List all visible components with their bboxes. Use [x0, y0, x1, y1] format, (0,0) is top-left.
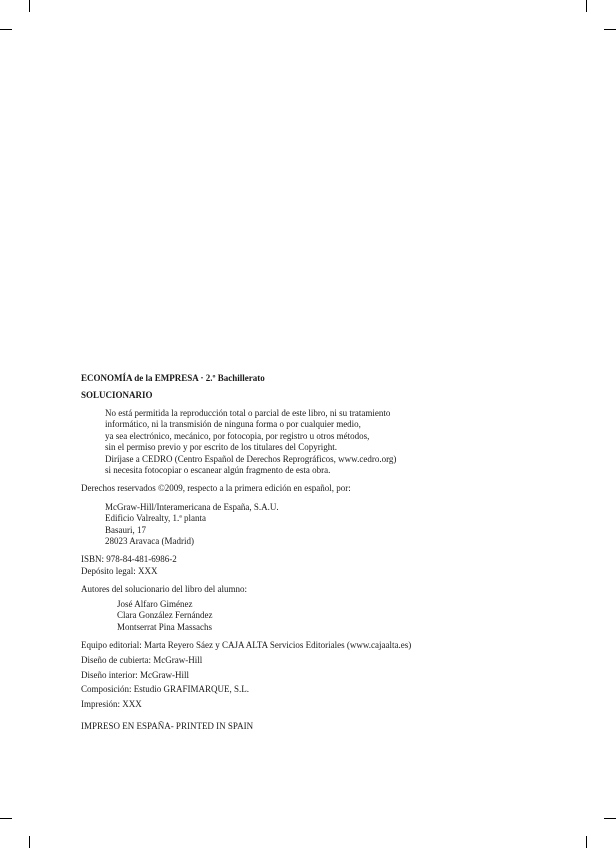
authors-heading: Autores del solucionario del libro del alumno: — [81, 584, 247, 595]
copyright-page — [81, 372, 561, 732]
crop-mark-bottom-left — [29, 836, 30, 848]
book-title: ECONOMÍA de la EMPRESA · 2.º Bachillerato — [81, 373, 265, 383]
crop-mark-right-top — [604, 29, 616, 30]
address-line: Edificio Valrealty, 1.ª planta — [105, 513, 206, 524]
crop-mark-top-left — [29, 0, 30, 12]
isbn-block — [81, 554, 561, 577]
crop-mark-left-bottom — [0, 818, 12, 819]
publisher-address — [105, 502, 561, 548]
legal-notice-line: No está permitida la reproducción total o parcial de este libro, ni su tratamiento — [105, 408, 391, 418]
book-subtitle: SOLUCIONARIO — [81, 390, 153, 400]
rights-reserved: Derechos reservados ©2009, respecto a la primera edición en español, por: — [81, 483, 351, 494]
credit-line: Diseño de cubierta: McGraw-Hill — [81, 654, 203, 665]
credit-line: Equipo editorial: Marta Reyero Sáez y CAJA ALTA Servicios Editoriales (www.cajaalta.es) — [81, 639, 412, 650]
crop-mark-right-bottom — [604, 818, 616, 819]
credits — [81, 640, 561, 711]
address-line: McGraw-Hill/Interamericana de España, S.A.U. — [105, 501, 279, 512]
author-name: Montserrat Pina Massachs — [117, 621, 212, 632]
legal-notice-line: informático, ni la transmisión de ninguna forma o por cualquier medio, — [105, 419, 361, 430]
crop-mark-top-right — [586, 0, 587, 12]
crop-mark-left-top — [0, 29, 12, 30]
address-line: 28023 Aravaca (Madrid) — [105, 536, 194, 547]
author-name: Clara González Fernández — [117, 610, 213, 621]
legal-notice — [105, 408, 561, 476]
deposito-legal: Depósito legal: XXX — [81, 565, 158, 576]
credit-line: Impresión: XXX — [81, 699, 142, 710]
legal-notice-line: sin el permiso previo y por escrito de los titulares del Copyright. — [105, 442, 337, 453]
isbn: ISBN: 978-84-481-6986-2 — [81, 554, 177, 565]
credit-line: Composición: Estudio GRAFIMARQUE, S.L. — [81, 684, 250, 695]
legal-notice-line: si necesita fotocopiar o escanear algún fragmento de esta obra. — [105, 465, 331, 476]
credit-line: Diseño interior: McGraw-Hill — [81, 669, 189, 680]
printed-in: IMPRESO EN ESPAÑA- PRINTED IN SPAIN — [81, 720, 254, 731]
author-name: José Alfaro Giménez — [117, 598, 193, 609]
authors-list — [117, 599, 561, 633]
legal-notice-line: ya sea electrónico, mecánico, por fotocopia, por registro u otros métodos, — [105, 430, 370, 441]
crop-mark-bottom-right — [586, 836, 587, 848]
address-line: Basauri, 17 — [105, 524, 146, 535]
legal-notice-line: Diríjase a CEDRO (Centro Español de Derechos Reprográficos, www.cedro.org) — [105, 453, 397, 464]
